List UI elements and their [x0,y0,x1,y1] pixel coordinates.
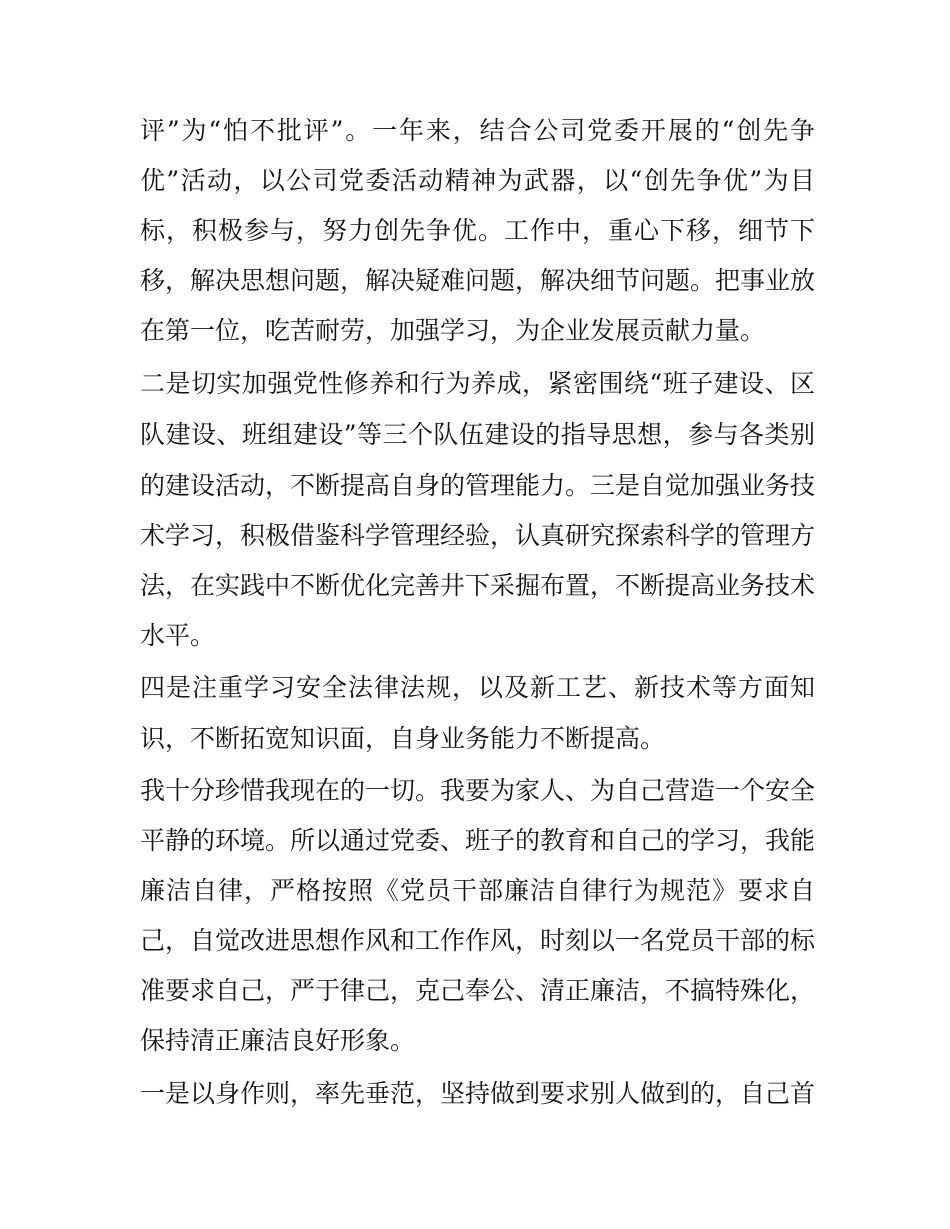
text-line-7: 队建设、班组建设”等三个队伍建设的指导思想，参与各类别 [140,420,815,449]
text-line-20: 一是以身作则，率先垂范，坚持做到要求别人做到的，自己首 [140,1079,815,1108]
text-line-11: 水平。 [140,621,216,650]
text-line-19: 保持清正廉洁良好形象。 [140,1026,416,1055]
text-line-15: 平静的环境。所以通过党委、班子的教育和自己的学习，我能 [140,826,815,855]
text-line-12: 四是注重学习安全法律法规，以及新工艺、新技术等方面知 [140,673,815,702]
text-line-4: 移，解决思想问题，解决疑难问题，解决细节问题。把事业放 [140,266,815,295]
text-line-8: 的建设活动，不断提高自身的管理能力。三是自觉加强业务技 [140,471,815,500]
text-line-2: 优”活动，以公司党委活动精神为武器，以“创先争优”为目 [140,166,815,195]
text-line-13: 识，不断拓宽知识面，自身业务能力不断提高。 [140,724,666,753]
text-line-9: 术学习，积极借鉴科学管理经验，认真研究探索科学的管理方 [140,521,815,550]
text-line-1: 评”为“怕不批评”。一年来，结合公司党委开展的“创先争 [140,116,815,145]
text-line-6: 二是切实加强党性修养和行为养成，紧密围绕“班子建设、区 [140,369,815,398]
text-line-10: 法，在实践中不断优化完善井下采掘布置，不断提高业务技术 [140,571,815,600]
text-line-17: 己，自觉改进思想作风和工作作风，时刻以一名党员干部的标 [140,926,815,955]
text-line-5: 在第一位，吃苦耐劳，加强学习，为企业发展贡献力量。 [140,316,766,345]
text-line-16: 廉洁自律，严格按照《党员干部廉洁自律行为规范》要求自 [140,876,815,905]
text-line-14: 我十分珍惜我现在的一切。我要为家人、为自己营造一个安全 [140,776,815,805]
text-line-3: 标，积极参与，努力创先争优。工作中，重心下移，细节下 [140,216,815,245]
text-line-18: 准要求自己，严于律己，克己奉公、清正廉洁，不搞特殊化， [140,976,815,1005]
